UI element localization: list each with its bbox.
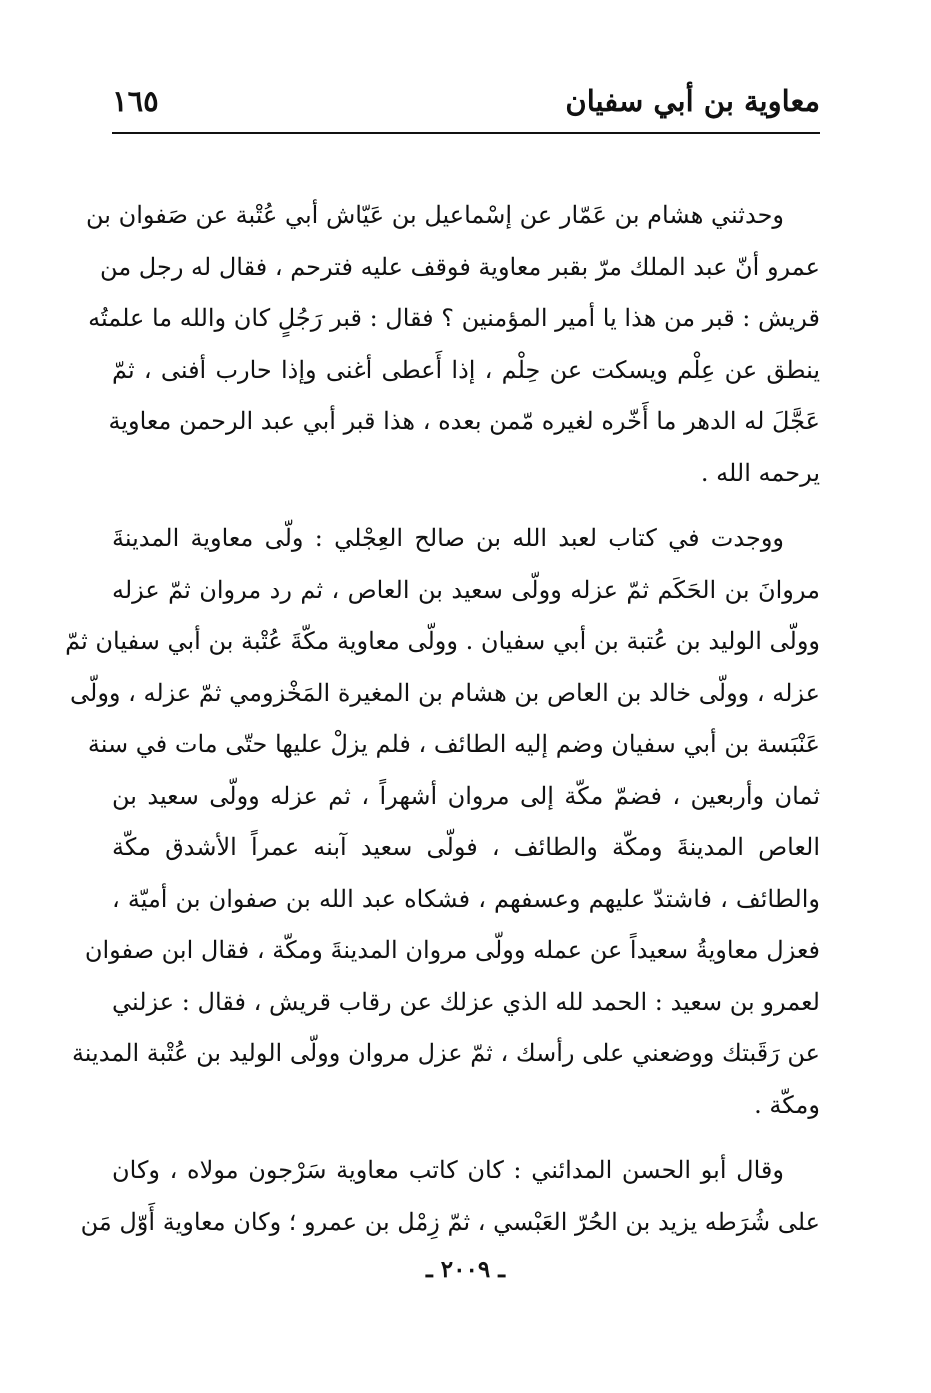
- text-line: ووجدت في كتاب لعبد الله بن صالح العِجْلي : ولّى معاوية المدينةَ: [112, 524, 784, 552]
- text-line: ومكّة .: [754, 1090, 820, 1119]
- text-line: وحدثني هشام بن عَمّار عن إسْماعيل بن عَيّاش أبي عُتْبة عن صَفوان بن: [86, 201, 784, 229]
- text-line: عَجَّلَ له الدهر ما أَخّره لغيره مّمن بعده ، هذا قبر أبي عبد الرحمن معاوية: [108, 407, 820, 435]
- text-line: يرحمه الله .: [700, 458, 820, 487]
- text-line: عَنْبَسة بن أبي سفيان وضم إليه الطائف ، فلم يزلْ عليها حتّى مات في سنة: [87, 730, 820, 758]
- text-line: لعمرو بن سعيد : الحمد لله الذي عزلك عن رقاب قريش ، فقال : عزلني: [112, 987, 820, 1016]
- header-rule: [112, 132, 820, 134]
- text-line: العاص المدينةَ ومكّة والطائف ، فولّى سعيد آبنه عمراً الأشدق مكّة: [112, 833, 820, 861]
- text-line: ينطق عن عِلْم ويسكت عن حِلْم ، إذا أَعطى أغنى وإذا حارب أفنى ، ثمّ: [112, 355, 820, 384]
- page-footer-marker: ـ ٢٠٠٩ ـ: [426, 1256, 505, 1283]
- text-line: عمرو أنّ عبد الملك مرّ بقبر معاوية فوقف عليه فترحم ، فقال له رجل من: [100, 252, 820, 281]
- text-line: وقال أبو الحسن المدائني : كان كاتب معاوية سَرْجون مولاه ، وكان: [112, 1156, 784, 1184]
- text-line: قريش : قبر من هذا يا أمير المؤمنين ؟ فقال : قبر رَجُلٍ كان والله ما علمتُه: [88, 304, 820, 332]
- body-text: [65, 190, 821, 1248]
- page-header: [112, 78, 820, 128]
- running-title: معاوية بن أبي سفيان: [565, 84, 820, 118]
- paragraph-3: [80, 1145, 820, 1248]
- text-line: ثمان وأربعين ، فضمّ مكّة إلى مروان أشهراً ، ثم عزله وولّى سعيد بن: [112, 781, 821, 810]
- text-line: مروانَ بن الحَكَم ثمّ عزله وولّى سعيد بن العاص ، ثم رد مروان ثمّ عزله: [112, 575, 820, 604]
- text-line: عزله ، وولّى خالد بن العاص بن هشام بن المغيرة المَخْزومي ثمّ عزله ، وولّى: [70, 678, 820, 707]
- text-line: والطائف ، فاشتدّ عليهم وعسفهم ، فشكاه عبد الله بن صفوان بن أميّة ،: [112, 884, 821, 913]
- text-line: وولّى الوليد بن عُتبة بن أبي سفيان . وولّى معاوية مكّةَ عُتْبة بن أبي سفيان ثمّ: [65, 627, 820, 655]
- paragraph-2: [65, 513, 821, 1131]
- paragraph-1: [86, 190, 820, 499]
- text-line: عن رَقَبتك ووضعني على رأسك ، ثمّ عزل مروان وولّى الوليد بن عُتْبة المدينة: [71, 1039, 820, 1067]
- text-line: فعزل معاويةُ سعيداً عن عمله وولّى مروان المدينةَ ومكّة ، فقال ابن صفوان: [84, 936, 820, 964]
- text-line: على شُرَطه يزيد بن الحُرّ العَبْسي ، ثمّ زِمْل بن عمرو ؛ وكان معاوية أَوّل مَن: [80, 1207, 820, 1236]
- page-number: ١٦٥: [112, 84, 159, 118]
